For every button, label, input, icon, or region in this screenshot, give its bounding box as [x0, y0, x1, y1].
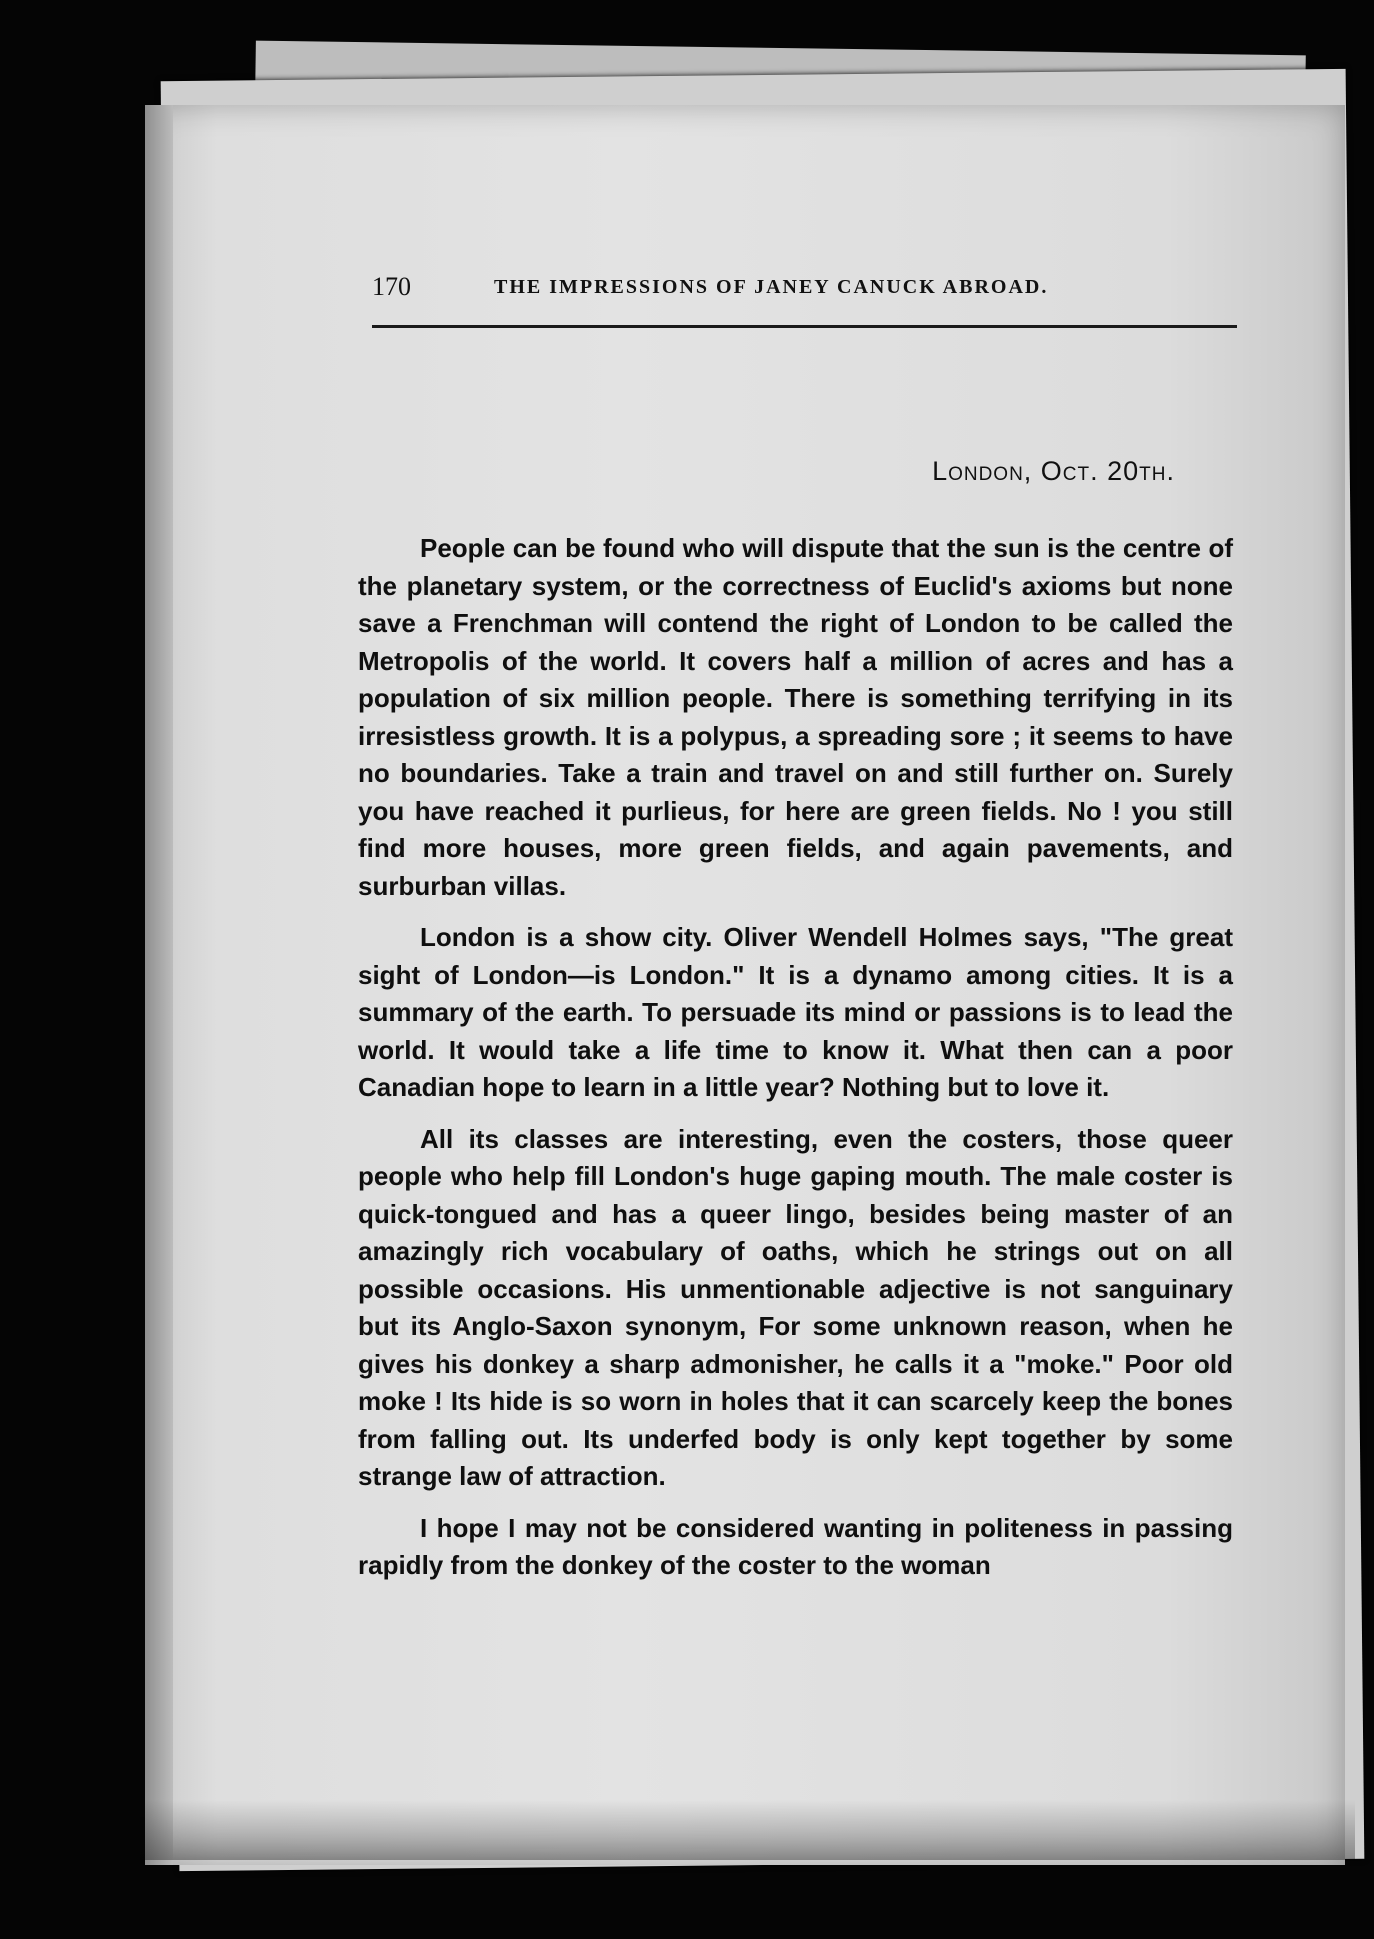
- page-binding-edge: [145, 105, 173, 1865]
- paragraph: People can be found who will dispute that the sun is the centre of the planetary system, or the correctness of Euclid's axioms but none save a Frenchman will contend the right of London to be called the Metropolis of the world. It covers half a million of acres and has a population of six million people. There is something terrifying in its irresistless growth. It is a polypus, a spreading sore ; it seems to have no boundaries. Take a train and travel on and still further on. Surely you have reached it purlieus, for here are green fields. No ! you still find more houses, more green fields, and again pavements, and surburban villas.: [358, 533, 1233, 901]
- body-text: [358, 530, 1233, 1599]
- page-bottom-shadow: [140, 1800, 1355, 1860]
- paragraph: London is a show city. Oliver Wendell Holmes says, "The great sight of London—is London." It is a dynamo among cities. It is a summary of the earth. To persuade its mind or passions is to lead the world. It would take a life time to know it. What then can a poor Canadian hope to learn in a little year? Nothing but to love it.: [358, 922, 1233, 1102]
- paragraph: I hope I may not be considered wanting in politeness in passing rapidly from the donkey of the coster to the woman: [358, 1512, 1233, 1580]
- dateline: London, Oct. 20th.: [932, 456, 1175, 486]
- running-header: [372, 272, 1242, 312]
- paragraph: All its classes are interesting, even the costers, those queer people who help fill London's huge gaping mouth. The male coster is quick-tongued and has a queer lingo, besides being master of an amazingly rich vocabulary of oaths, which he strings out on all possible occasions. His unmentionable adjective is not sanguinary but its Anglo-Saxon synonym, For some unknown reason, when he gives his donkey a sharp admonisher, he calls it a "moke." Poor old moke ! Its hide is so worn in holes that it can scarcely keep the bones from falling out. Its underfed body is only kept together by some strange law of attraction.: [358, 1123, 1233, 1491]
- running-title: THE IMPRESSIONS OF JANEY CANUCK ABROAD.: [494, 276, 1049, 298]
- page-number: 170: [372, 272, 411, 301]
- header-rule: [372, 325, 1237, 328]
